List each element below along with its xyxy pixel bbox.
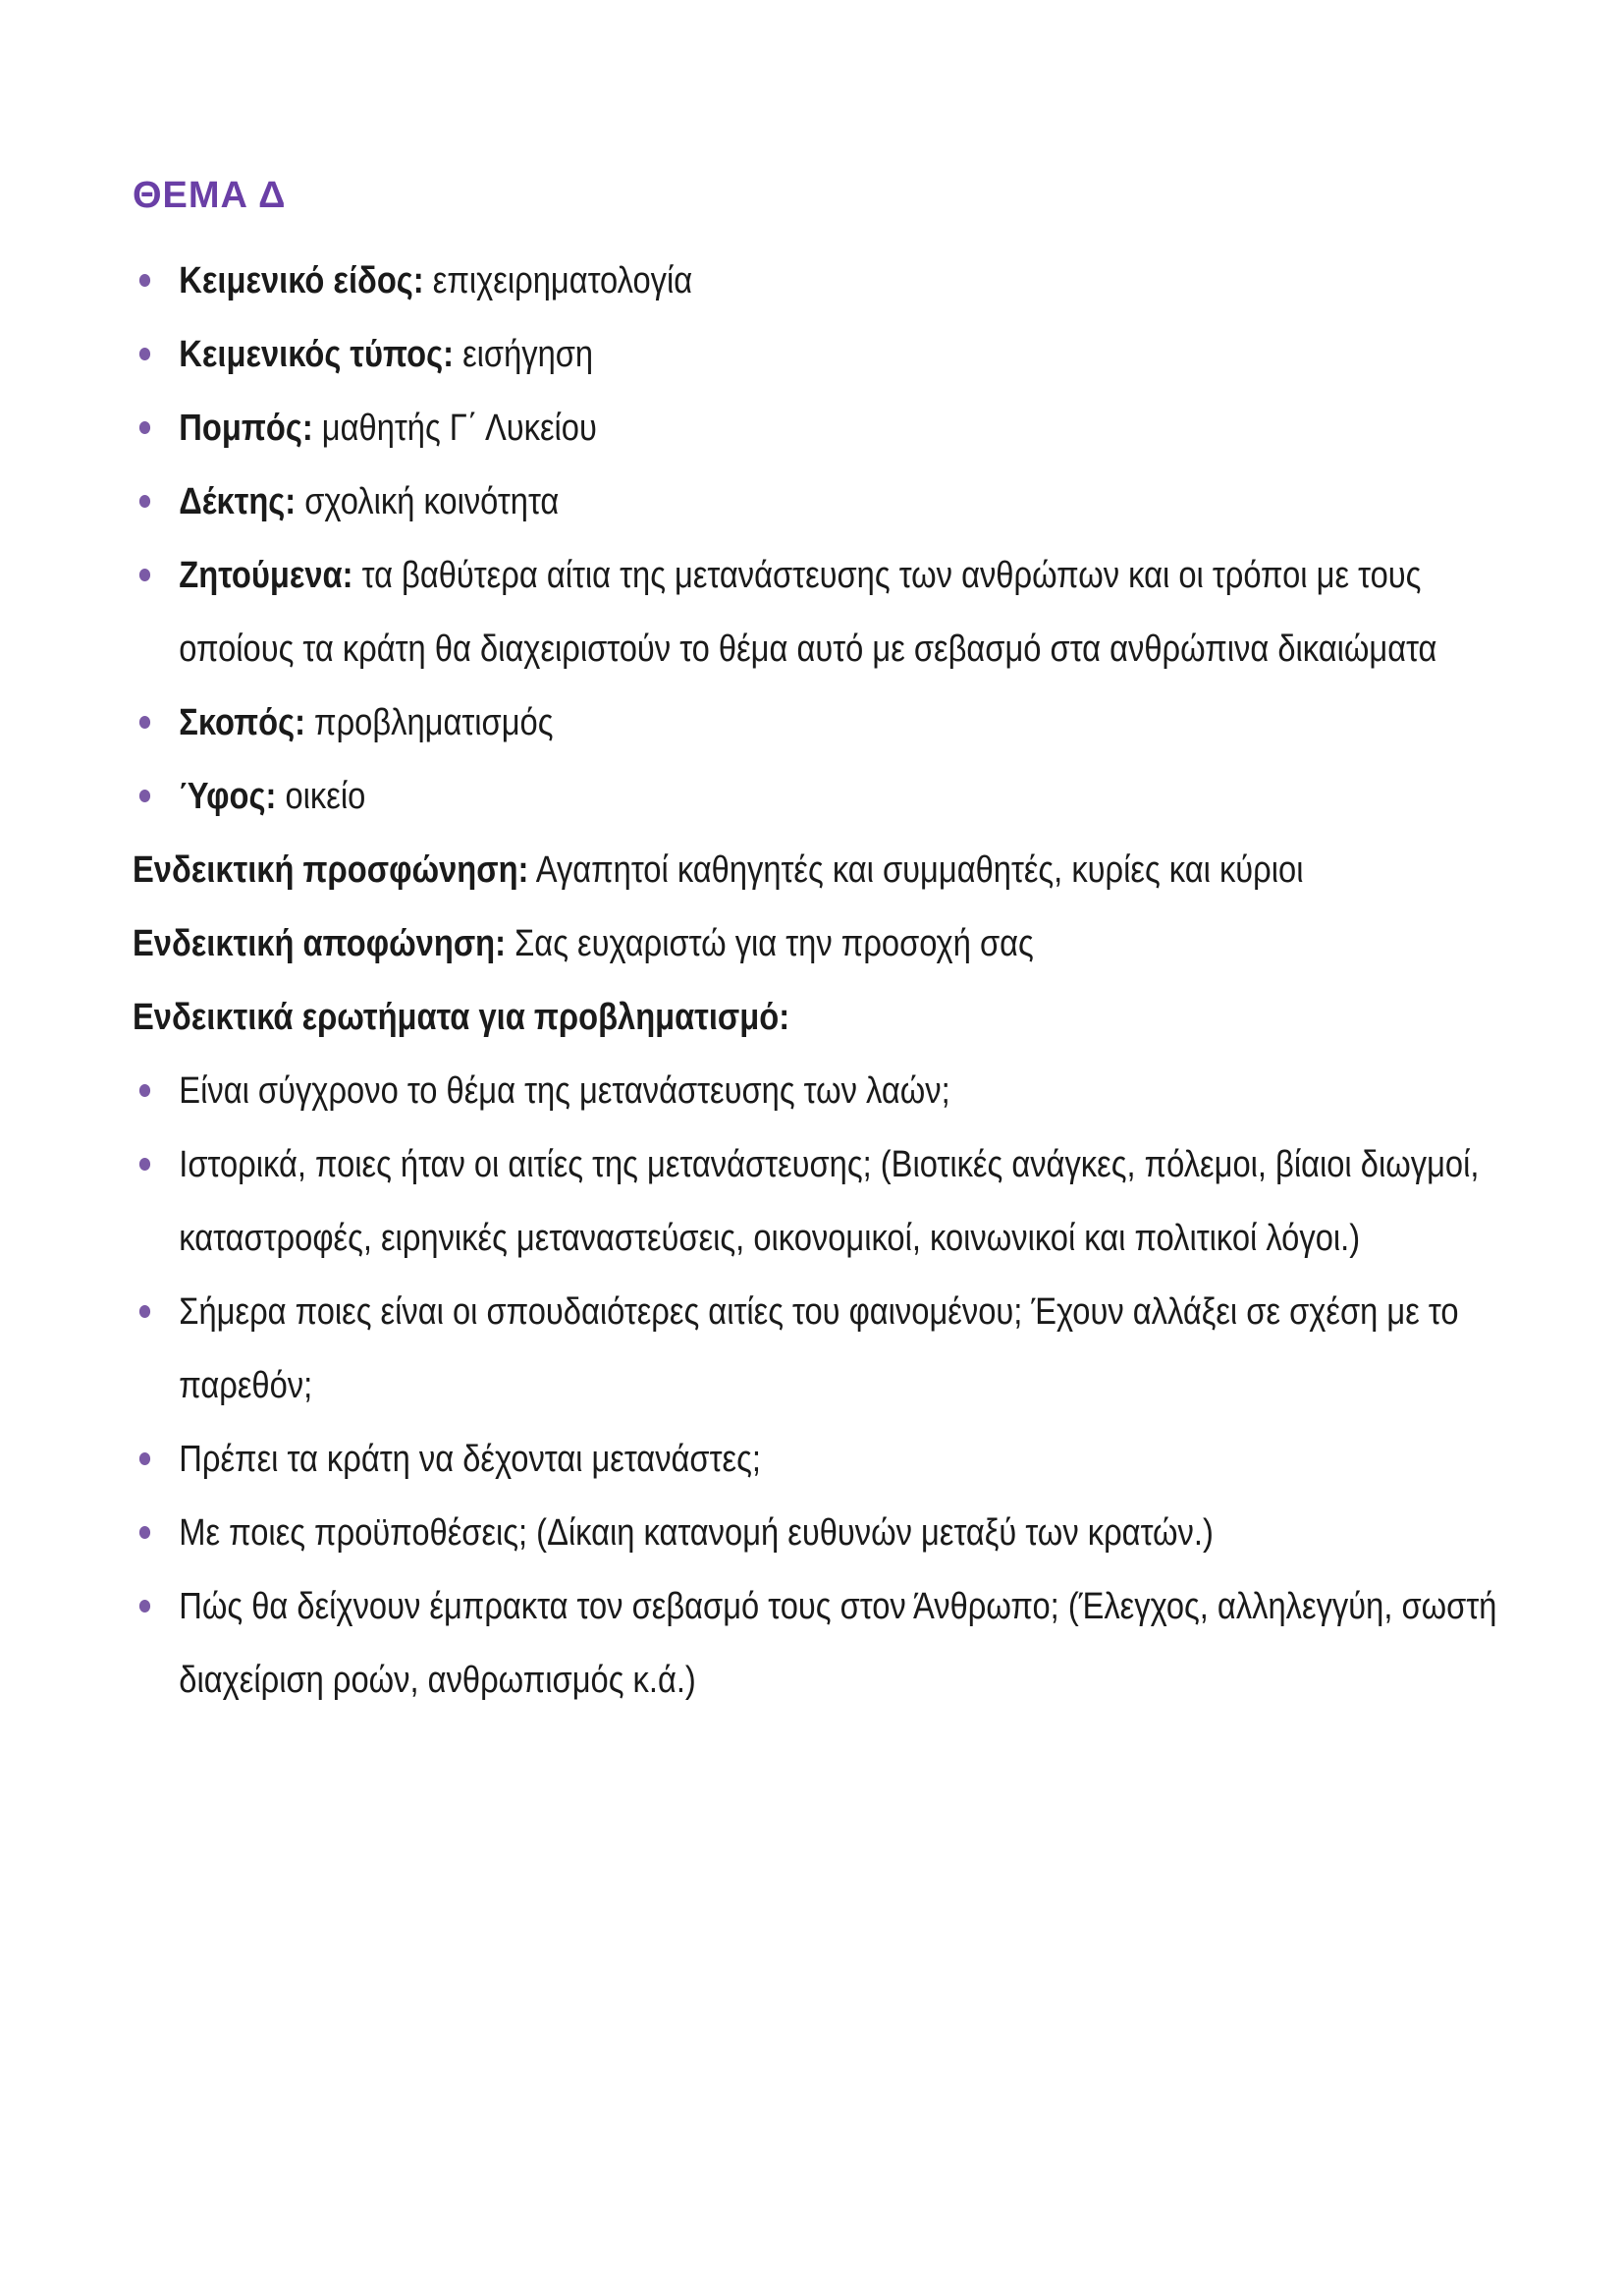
- address-line: [133, 834, 1500, 907]
- info-label: Ζητούμενα:: [179, 555, 353, 596]
- question-item: [133, 1128, 1500, 1276]
- questions-heading: Ενδεικτικά ερωτήματα για προβληματισμό:: [133, 997, 790, 1038]
- info-value: σχολική κοινότητα: [296, 481, 560, 522]
- info-item-genre: [133, 245, 1500, 318]
- info-item-sender: [133, 392, 1500, 465]
- bullet-icon: [139, 1158, 150, 1171]
- bullet-icon: [139, 1084, 150, 1097]
- questions-list: [133, 1055, 1500, 1718]
- question-item: [133, 1055, 1500, 1128]
- bullet-icon: [139, 569, 150, 581]
- bullet-icon: [139, 1526, 150, 1539]
- bullet-icon: [139, 1452, 150, 1465]
- document-body: [133, 245, 1500, 1718]
- question-text: Είναι σύγχρονο το θέμα της μετανάστευσης των λαών;: [179, 1070, 950, 1112]
- question-text: Με ποιες προϋποθέσεις; (Δίκαιη κατανομή ευθυνών μεταξύ των κρατών.): [179, 1512, 1214, 1554]
- info-label: Δέκτης:: [179, 481, 297, 522]
- question-item: [133, 1276, 1500, 1423]
- question-text: Πρέπει τα κράτη να δέχονται μετανάστες;: [179, 1439, 761, 1480]
- question-text: Σήμερα ποιες είναι οι σπουδαιότερες αιτίες του φαινομένου; Έχουν αλλάξει σε σχέση με το παρεθόν;: [179, 1291, 1459, 1406]
- bullet-icon: [139, 1600, 150, 1613]
- info-value: μαθητής Γ΄ Λυκείου: [312, 408, 597, 449]
- closing-label: Ενδεικτική αποφώνηση:: [133, 923, 507, 964]
- address-label: Ενδεικτική προσφώνηση:: [133, 849, 529, 891]
- bullet-icon: [139, 790, 150, 802]
- bullet-icon: [139, 274, 150, 287]
- info-item-style: [133, 760, 1500, 834]
- info-item-type: [133, 318, 1500, 392]
- closing-value: Σας ευχαριστώ για την προσοχή σας: [506, 923, 1034, 964]
- info-value: προβληματισμός: [304, 702, 554, 743]
- info-label: Κειμενικό είδος:: [179, 260, 424, 301]
- document-page: [133, 172, 1497, 1718]
- bullet-icon: [139, 348, 150, 360]
- question-text: Ιστορικά, ποιες ήταν οι αιτίες της μετανάστευσης; (Βιοτικές ανάγκες, πόλεμοι, βίαιοι διωγμοί, καταστροφές, ειρηνικές μεταναστεύσεις, οικονομικοί, κοινωνικοί και πολιτικοί λόγοι.): [179, 1144, 1480, 1259]
- info-label: Σκοπός:: [179, 702, 305, 743]
- question-item: [133, 1423, 1500, 1497]
- info-item-purpose: [133, 686, 1500, 760]
- info-value: επιχειρηματολογία: [423, 260, 693, 301]
- closing-line: [133, 907, 1500, 981]
- info-item-receiver: [133, 465, 1500, 539]
- info-value: εισήγηση: [453, 334, 594, 375]
- info-label: Κειμενικός τύπος:: [179, 334, 454, 375]
- bullet-icon: [139, 421, 150, 434]
- address-value: Αγαπητοί καθηγητές και συμμαθητές, κυρίες και κύριοι: [528, 849, 1304, 891]
- info-label: Πομπός:: [179, 408, 313, 449]
- bullet-icon: [139, 1305, 150, 1318]
- question-item: [133, 1497, 1500, 1570]
- bullet-icon: [139, 716, 150, 729]
- question-item: [133, 1570, 1500, 1718]
- info-value: οικείο: [276, 776, 366, 817]
- bullet-icon: [139, 495, 150, 508]
- section-title: ΘΕΜΑ Δ: [133, 175, 287, 216]
- info-list: [133, 245, 1500, 834]
- info-item-requirements: [133, 539, 1500, 686]
- question-text: Πώς θα δείχνουν έμπρακτα τον σεβασμό τους στον Άνθρωπο; (Έλεγχος, αλληλεγγύη, σωστή διαχείριση ροών, ανθρωπισμός κ.ά.): [179, 1586, 1497, 1701]
- info-value: τα βαθύτερα αίτια της μετανάστευσης των ανθρώπων και οι τρόποι με τους οποίους τα κράτη θα διαχειριστούν το θέμα αυτό με σεβασμό στα ανθρώπινα δικαιώματα: [179, 555, 1437, 670]
- info-label: Ύφος:: [179, 776, 277, 817]
